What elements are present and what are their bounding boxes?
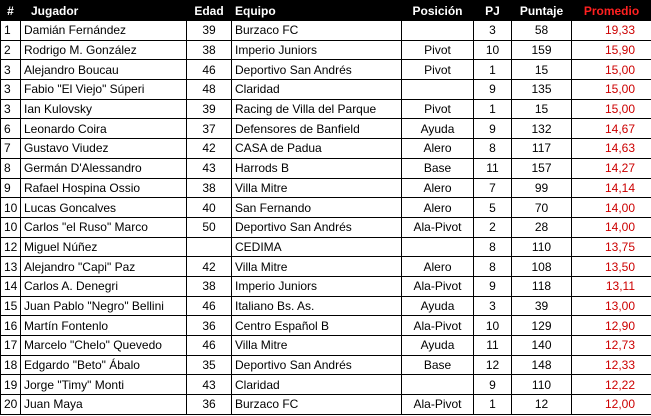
cell-position: Ayuda xyxy=(402,336,474,356)
cell-age: 37 xyxy=(187,119,232,139)
cell-points: 108 xyxy=(512,257,572,277)
cell-player: Alejandro Boucau xyxy=(21,60,187,80)
cell-team: Italiano Bs. As. xyxy=(232,296,402,316)
cell-age: 35 xyxy=(187,355,232,375)
cell-position: Base xyxy=(402,355,474,375)
cell-age: 38 xyxy=(187,40,232,60)
cell-rank: 10 xyxy=(1,217,21,237)
cell-average: 13,50 xyxy=(572,257,651,277)
cell-age: 46 xyxy=(187,336,232,356)
cell-position: Alero xyxy=(402,198,474,218)
cell-average: 15,00 xyxy=(572,80,651,100)
cell-rank: 6 xyxy=(1,119,21,139)
cell-points: 28 xyxy=(512,217,572,237)
table-row[interactable] xyxy=(1,80,651,100)
cell-pj: 3 xyxy=(474,21,512,41)
cell-average: 13,11 xyxy=(572,276,651,296)
cell-player: Jorge "Timy" Monti xyxy=(21,375,187,395)
cell-average: 13,75 xyxy=(572,237,651,257)
cell-points: 135 xyxy=(512,80,572,100)
cell-age xyxy=(187,237,232,257)
cell-team: CASA de Padua xyxy=(232,139,402,159)
cell-age: 36 xyxy=(187,395,232,415)
header-average[interactable]: Promedio xyxy=(572,1,651,21)
cell-points: 70 xyxy=(512,198,572,218)
cell-average: 15,90 xyxy=(572,40,651,60)
cell-team: Burzaco FC xyxy=(232,395,402,415)
cell-position: Ayuda xyxy=(402,296,474,316)
table-row[interactable] xyxy=(1,217,651,237)
cell-pj: 8 xyxy=(474,237,512,257)
cell-rank: 16 xyxy=(1,316,21,336)
table-row[interactable] xyxy=(1,257,651,277)
cell-player: Rodrigo M. González xyxy=(21,40,187,60)
cell-rank: 17 xyxy=(1,336,21,356)
cell-team: Imperio Juniors xyxy=(232,40,402,60)
cell-team: Claridad xyxy=(232,375,402,395)
table-row[interactable] xyxy=(1,296,651,316)
cell-player: Rafael Hospina Ossio xyxy=(21,178,187,198)
cell-pj: 11 xyxy=(474,336,512,356)
cell-pj: 8 xyxy=(474,257,512,277)
cell-rank: 10 xyxy=(1,198,21,218)
cell-position xyxy=(402,80,474,100)
cell-age: 42 xyxy=(187,139,232,159)
cell-average: 14,00 xyxy=(572,198,651,218)
table-row[interactable] xyxy=(1,99,651,119)
cell-rank: 19 xyxy=(1,375,21,395)
cell-position: Ala-Pivot xyxy=(402,217,474,237)
table-row[interactable] xyxy=(1,178,651,198)
cell-position: Pivot xyxy=(402,60,474,80)
table-row[interactable] xyxy=(1,316,651,336)
cell-age: 38 xyxy=(187,276,232,296)
header-team[interactable]: Equipo xyxy=(232,1,402,21)
cell-average: 12,90 xyxy=(572,316,651,336)
cell-age: 39 xyxy=(187,99,232,119)
cell-player: Marcelo "Chelo" Quevedo xyxy=(21,336,187,356)
cell-age: 38 xyxy=(187,178,232,198)
cell-team: Deportivo San Andrés xyxy=(232,60,402,80)
cell-average: 14,00 xyxy=(572,217,651,237)
cell-team: San Fernando xyxy=(232,198,402,218)
cell-position xyxy=(402,237,474,257)
cell-average: 13,00 xyxy=(572,296,651,316)
cell-pj: 5 xyxy=(474,198,512,218)
cell-age: 48 xyxy=(187,80,232,100)
cell-position xyxy=(402,375,474,395)
cell-player: Edgardo "Beto" Ábalo xyxy=(21,355,187,375)
table-row[interactable] xyxy=(1,375,651,395)
cell-position: Ala-Pivot xyxy=(402,276,474,296)
cell-rank: 1 xyxy=(1,21,21,41)
cell-team: Claridad xyxy=(232,80,402,100)
cell-points: 39 xyxy=(512,296,572,316)
cell-average: 14,27 xyxy=(572,158,651,178)
cell-player: Ian Kulovsky xyxy=(21,99,187,119)
cell-position: Alero xyxy=(402,139,474,159)
cell-age: 42 xyxy=(187,257,232,277)
cell-pj: 1 xyxy=(474,99,512,119)
cell-age: 43 xyxy=(187,158,232,178)
cell-player: Juan Pablo "Negro" Bellini xyxy=(21,296,187,316)
cell-position: Ayuda xyxy=(402,119,474,139)
cell-player: Martín Fontenlo xyxy=(21,316,187,336)
cell-team: CEDIMA xyxy=(232,237,402,257)
cell-team: Villa Mitre xyxy=(232,257,402,277)
cell-points: 15 xyxy=(512,60,572,80)
table-row[interactable] xyxy=(1,355,651,375)
cell-points: 110 xyxy=(512,375,572,395)
cell-player: Leonardo Coira xyxy=(21,119,187,139)
cell-team: Centro Español B xyxy=(232,316,402,336)
header-position[interactable]: Posición xyxy=(402,1,474,21)
cell-age: 50 xyxy=(187,217,232,237)
cell-rank: 18 xyxy=(1,355,21,375)
cell-position xyxy=(402,21,474,41)
cell-pj: 2 xyxy=(474,217,512,237)
cell-age: 43 xyxy=(187,375,232,395)
cell-player: Carlos "el Ruso" Marco xyxy=(21,217,187,237)
cell-pj: 8 xyxy=(474,139,512,159)
table-header xyxy=(1,1,651,21)
table-row[interactable] xyxy=(1,336,651,356)
cell-player: Miguel Núñez xyxy=(21,237,187,257)
cell-points: 15 xyxy=(512,99,572,119)
table-body xyxy=(1,21,651,415)
cell-pj: 9 xyxy=(474,375,512,395)
cell-rank: 20 xyxy=(1,395,21,415)
table-row[interactable] xyxy=(1,139,651,159)
cell-points: 99 xyxy=(512,178,572,198)
table-row[interactable] xyxy=(1,237,651,257)
table-row[interactable] xyxy=(1,395,651,415)
cell-pj: 10 xyxy=(474,316,512,336)
cell-average: 12,33 xyxy=(572,355,651,375)
cell-age: 39 xyxy=(187,21,232,41)
cell-average: 19,33 xyxy=(572,21,651,41)
cell-points: 110 xyxy=(512,237,572,257)
cell-position: Pivot xyxy=(402,40,474,60)
cell-team: Harrods B xyxy=(232,158,402,178)
cell-age: 46 xyxy=(187,296,232,316)
cell-points: 140 xyxy=(512,336,572,356)
cell-team: Racing de Villa del Parque xyxy=(232,99,402,119)
cell-points: 129 xyxy=(512,316,572,336)
cell-pj: 9 xyxy=(474,276,512,296)
header-row xyxy=(1,1,651,21)
cell-rank: 8 xyxy=(1,158,21,178)
table-row[interactable] xyxy=(1,119,651,139)
cell-player: Fabio "El Viejo" Súperi xyxy=(21,80,187,100)
cell-rank: 15 xyxy=(1,296,21,316)
cell-pj: 10 xyxy=(474,40,512,60)
cell-team: Imperio Juniors xyxy=(232,276,402,296)
header-age[interactable]: Edad xyxy=(187,1,232,21)
cell-rank: 3 xyxy=(1,60,21,80)
cell-pj: 1 xyxy=(474,60,512,80)
cell-points: 118 xyxy=(512,276,572,296)
cell-player: Alejandro "Capi" Paz xyxy=(21,257,187,277)
cell-player: Gustavo Viudez xyxy=(21,139,187,159)
cell-average: 14,14 xyxy=(572,178,651,198)
cell-rank: 7 xyxy=(1,139,21,159)
table-row[interactable] xyxy=(1,21,651,41)
cell-position: Base xyxy=(402,158,474,178)
cell-age: 40 xyxy=(187,198,232,218)
header-player[interactable]: Jugador xyxy=(21,1,187,21)
table-row[interactable] xyxy=(1,276,651,296)
header-pj[interactable]: PJ xyxy=(474,1,512,21)
cell-team: Villa Mitre xyxy=(232,336,402,356)
cell-rank: 12 xyxy=(1,237,21,257)
header-rank[interactable]: # xyxy=(1,1,21,21)
cell-team: Deportivo San Andrés xyxy=(232,355,402,375)
header-points[interactable]: Puntaje xyxy=(512,1,572,21)
cell-rank: 3 xyxy=(1,80,21,100)
cell-average: 12,73 xyxy=(572,336,651,356)
cell-pj: 12 xyxy=(474,355,512,375)
cell-age: 36 xyxy=(187,316,232,336)
cell-points: 12 xyxy=(512,395,572,415)
cell-player: Lucas Goncalves xyxy=(21,198,187,218)
cell-average: 14,67 xyxy=(572,119,651,139)
cell-pj: 3 xyxy=(474,296,512,316)
table-row[interactable] xyxy=(1,158,651,178)
table-row[interactable] xyxy=(1,40,651,60)
cell-age: 46 xyxy=(187,60,232,80)
cell-rank: 13 xyxy=(1,257,21,277)
cell-points: 159 xyxy=(512,40,572,60)
cell-points: 117 xyxy=(512,139,572,159)
table-row[interactable] xyxy=(1,198,651,218)
cell-average: 12,00 xyxy=(572,395,651,415)
cell-rank: 14 xyxy=(1,276,21,296)
cell-player: Damián Fernández xyxy=(21,21,187,41)
cell-team: Defensores de Banfield xyxy=(232,119,402,139)
cell-points: 132 xyxy=(512,119,572,139)
cell-team: Deportivo San Andrés xyxy=(232,217,402,237)
cell-points: 148 xyxy=(512,355,572,375)
cell-position: Pivot xyxy=(402,99,474,119)
cell-player: Juan Maya xyxy=(21,395,187,415)
cell-average: 15,00 xyxy=(572,99,651,119)
cell-position: Alero xyxy=(402,257,474,277)
cell-position: Ala-Pivot xyxy=(402,316,474,336)
cell-pj: 7 xyxy=(474,178,512,198)
cell-rank: 2 xyxy=(1,40,21,60)
cell-player: Carlos A. Denegri xyxy=(21,276,187,296)
cell-average: 12,22 xyxy=(572,375,651,395)
cell-points: 58 xyxy=(512,21,572,41)
cell-points: 157 xyxy=(512,158,572,178)
cell-pj: 9 xyxy=(474,80,512,100)
cell-pj: 11 xyxy=(474,158,512,178)
cell-pj: 1 xyxy=(474,395,512,415)
cell-rank: 3 xyxy=(1,99,21,119)
cell-team: Villa Mitre xyxy=(232,178,402,198)
cell-team: Burzaco FC xyxy=(232,21,402,41)
cell-position: Ala-Pivot xyxy=(402,395,474,415)
cell-rank: 9 xyxy=(1,178,21,198)
table-row[interactable] xyxy=(1,60,651,80)
cell-position: Alero xyxy=(402,178,474,198)
cell-player: Germán D'Alessandro xyxy=(21,158,187,178)
cell-average: 15,00 xyxy=(572,60,651,80)
cell-average: 14,63 xyxy=(572,139,651,159)
cell-pj: 9 xyxy=(474,119,512,139)
